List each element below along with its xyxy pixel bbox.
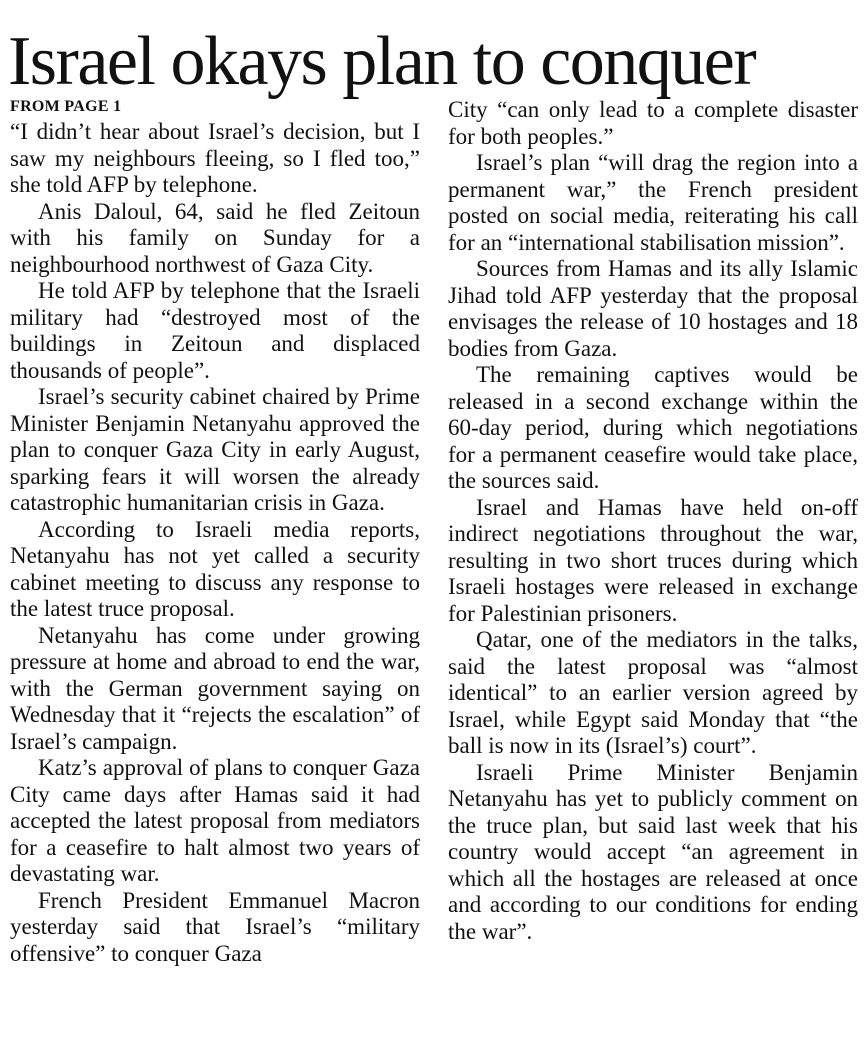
paragraph: According to Israeli media reports, Netanyahu has not yet called a security cabinet meeting to discuss any response to the latest truce proposal. bbox=[10, 516, 420, 621]
paragraph: Israel’s plan “will drag the region into a permanent war,” the French president posted on social media, reiterating his call for an “international stabilisation mission”. bbox=[448, 150, 858, 255]
article-column-right bbox=[448, 97, 858, 945]
paragraph: Israel and Hamas have held on-off indirect negotiations throughout the war, resulting in two short truces during which Israeli hostages were released in exchange for Palestinian prisoners. bbox=[448, 494, 858, 626]
paragraph: City “can only lead to a complete disaster for both peoples.” bbox=[448, 97, 858, 149]
paragraph: Israeli Prime Minister Benjamin Netanyahu has yet to publicly comment on the truce plan, but said last week that his country would accept “an agreement in which all the hostages are released at once and according to our conditions for ending the war”. bbox=[448, 759, 858, 944]
paragraph: He told AFP by telephone that the Israeli military had “destroyed most of the buildings in Zeitoun and displaced thousands of people”. bbox=[10, 278, 420, 383]
from-page-kicker: FROM PAGE 1 bbox=[10, 98, 122, 115]
paragraph: Sources from Hamas and its ally Islamic Jihad told AFP yesterday that the proposal envisages the release of 10 hostages and 18 bodies from Gaza. bbox=[448, 256, 858, 361]
paragraph: Israel’s security cabinet chaired by Prime Minister Benjamin Netanyahu approved the plan to conquer Gaza City in early August, sparking fears it will worsen the already catastrophic humanitarian crisis in Gaza. bbox=[10, 384, 420, 515]
paragraph: The remaining captives would be released in a second exchange within the 60-day period, during which negotiations for a permanent ceasefire would take place, the sources said. bbox=[448, 362, 858, 493]
paragraph: “I didn’t hear about Israel’s decision, but I saw my neighbours fleeing, so I fled too,” she told AFP by telephone. bbox=[10, 119, 420, 197]
paragraph: French President Emmanuel Macron yesterday said that Israel’s “military offensive” to conquer Gaza bbox=[10, 887, 420, 966]
paragraph: Qatar, one of the mediators in the talks, said the latest proposal was “almost identical” to an earlier version agreed by Israel, while Egypt said Monday that “the ball is now in its (Israel’s) court”. bbox=[448, 627, 858, 758]
paragraph: Anis Daloul, 64, said he fled Zeitoun with his family on Sunday for a neighbourhood northwest of Gaza City. bbox=[10, 198, 420, 277]
paragraph: Katz’s approval of plans to conquer Gaza City came days after Hamas said it had accepted the latest proposal from mediators for a ceasefire to halt almost two years of devastating war. bbox=[10, 755, 420, 886]
article-column-left bbox=[10, 97, 420, 967]
paragraph: Netanyahu has come under growing pressure at home and abroad to end the war, with the German government saying on Wednesday that it “rejects the escalation” of Israel’s campaign. bbox=[10, 622, 420, 754]
headline: Israel okays plan to conquer bbox=[8, 23, 756, 100]
